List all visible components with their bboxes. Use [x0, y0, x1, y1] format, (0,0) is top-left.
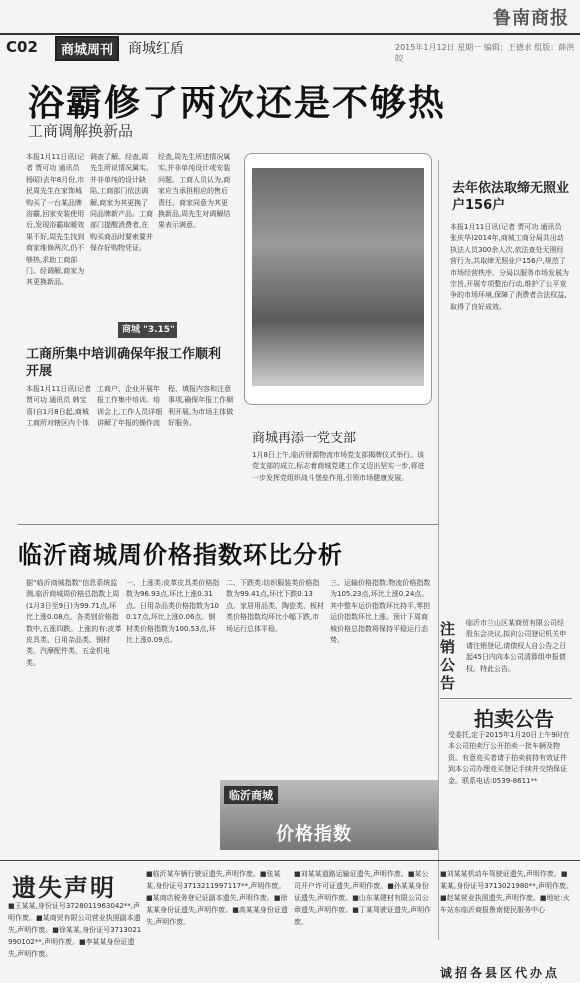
- party-branch-photo: [252, 168, 424, 386]
- section-label: 商城周刊: [55, 36, 119, 61]
- lost-title: 遗失声明: [12, 874, 116, 902]
- column-divider: [438, 160, 439, 940]
- story5-col2: 一、上涨类:皮革皮具类价格指数为96.93点,环比上涨0.31点。日用杂品类价格指数为100.17点,环比上涨0.06点。钢材类价格指数为100.53点,环比上涨0.09点。: [126, 579, 220, 645]
- lost-col3: ■刘某某道路运输证遗失,声明作废。■某公司开户许可证遗失,声明作废。■孙某某身份证遗失,声明作废。■山东某建材有限公司公章遗失,声明作废。■丁某驾驶证遗失,声明作废。: [294, 870, 432, 926]
- notice-body: 临沂市兰山区某商贸有限公司经股东会决议,拟向公司登记机关申请注销登记,请债权人自公告之日起45日内向本公司清算组申报债权。特此公告。: [466, 619, 567, 673]
- story5-col4: 三、运输价格指数:物流价格指数为105.23点,环比上涨0.24点。其中整车运价指数环比持平,零担运价指数环比上涨。预计下周商城价格总指数将保持平稳运行态势。: [330, 579, 431, 645]
- paper-logo: 鲁南商报: [493, 8, 569, 29]
- story1-subhead: 工商调解换新品: [28, 122, 134, 140]
- story5-headline: 临沂商城周价格指数环比分析: [18, 541, 343, 569]
- story3-body: 1月8日上午,临沂财源物流市场党支部揭牌仪式举行。该党支部的成立,标志着商城党建工作又迈出坚实一步,将进一步发挥党组织战斗堡垒作用,引领市场健康发展。: [252, 451, 425, 482]
- price-banner-tab: 临沂商城: [224, 786, 278, 804]
- auction-body: 受委托,定于2015年1月20日上午9时在本公司拍卖厅公开拍卖一批车辆及物资。有意竞买者请于拍卖前持有效证件到本公司办理竞买登记手续并交纳保证金。联系电话:0539-8611**: [448, 731, 570, 785]
- story1-col3: 经查,周先生所述情况属实,并非单纯设计或安装问题。工商人员认为,商家应当承担相应的售后责任。商家同意为其更换新品,周先生对调解结果表示满意。: [158, 153, 231, 230]
- section-divider: [18, 524, 438, 525]
- page-number: C02: [6, 38, 38, 56]
- lost-footer: 诚招各县区代办点: [440, 966, 561, 980]
- auction-title: 拍卖公告: [474, 707, 554, 731]
- auction-divider: [440, 698, 572, 699]
- story2-body: 本报1月11日讯(记者 贾可功 通讯员 韩宝喜)自1月8日起,商城工商所对辖区内个体工商户、企业开展年报工作集中培训。培训会上,工作人员详细讲解了年报的操作流程、填报内容和注意事项,确保年报工作顺利开展,为市场主体做好服务。: [26, 385, 234, 428]
- notice-title: 注销公告: [440, 620, 456, 692]
- story3-caption: 商城再添一党支部: [252, 431, 357, 446]
- story1-headline: 浴霸修了两次还是不够热: [28, 83, 447, 124]
- story1-col1: 本报1月11日讯(记者 贾可功 通讯员 杨昭)去年8月份,市民周先生在家饰城购买了一台某品牌浴霸,回家安装使用后,发现浴霸取暖效果不好,周先生找到商家维修两次,仍不够热,求助工商部门。经调解,商家为其更换新品。: [26, 153, 85, 287]
- lost-col4: ■刘某某机动车驾驶证遗失,声明作废。■某某,身份证号3713021980**,声明作废。■赵某营业执照遗失,声明作废。■地址:火车站东临沂商报鲁南便民服务中心: [440, 870, 573, 914]
- date-line: 2015年1月12日 星期一 编辑：王德求 组版：薛洪皎: [395, 43, 575, 63]
- lost-top-rule: [0, 860, 580, 861]
- commerce-mini-logo: 商城 "3.15": [118, 322, 177, 338]
- lost-col1: ■王某某,身份证号3728011963042**,声明作废。■某商贸有限公司营业执照副本遗失,声明作废。■徐某某,身份证号3713021990102**,声明作废。■李某某身份证遗失,声明作废。: [8, 902, 142, 958]
- story4-headline: 去年依法取缔无照业户156户: [452, 181, 570, 213]
- story5-col3: 二、下跌类:纺织服装类价格指数为99.41点,环比下跌0.13点。家居用品类、陶瓷类、板材类价格指数均环比小幅下跌,市场运行总体平稳。: [226, 579, 324, 633]
- masthead-rule: [0, 33, 580, 35]
- section-subtitle: 商城红盾: [128, 41, 184, 57]
- story5-col1: 据“临沂商城指数”信息系统监测,临沂商城周价格总指数上周(1月3日至9日)为99.71点,环比上涨0.08点。各类别价格指数中,五涨四跌。上涨的有:皮革皮具类、日用杂品类、钢材类、汽摩配件类、五金机电类。: [26, 579, 122, 667]
- story2-headline: 工商所集中培训确保年报工作顺利开展: [26, 347, 222, 379]
- story4-body: 本报1月11日讯(记者 贾可功 通讯员 张庆华)2014年,商城工商分局共出动执法人员300余人次,依法查处无照经营行为,共取缔无照业户156户,规范了市场经营秩序。分局以服务市场发展为宗旨,开展专项整治行动,维护了公平竞争的市场环境,保障了消费者合法权益,取得了良好成效。: [450, 223, 569, 311]
- lost-col2: ■临沂某车辆行驶证遗失,声明作废。■张某某,身份证号3713211997117**,声明作废。■某商店税务登记证副本遗失,声明作废。■徐某某身份证遗失,声明作废。■高某某身份证遗失,声明作废。: [146, 870, 288, 926]
- price-banner-text: 价格指数: [276, 824, 352, 845]
- story1-col2: 调查了解。经查,周先生所说情况属实,并非单纯的设计缺陷,工商部门依法调解,商家为其更换了同品牌新产品。工商部门提醒消费者,在购买商品时要索要并保存好购物凭证。: [90, 153, 153, 253]
